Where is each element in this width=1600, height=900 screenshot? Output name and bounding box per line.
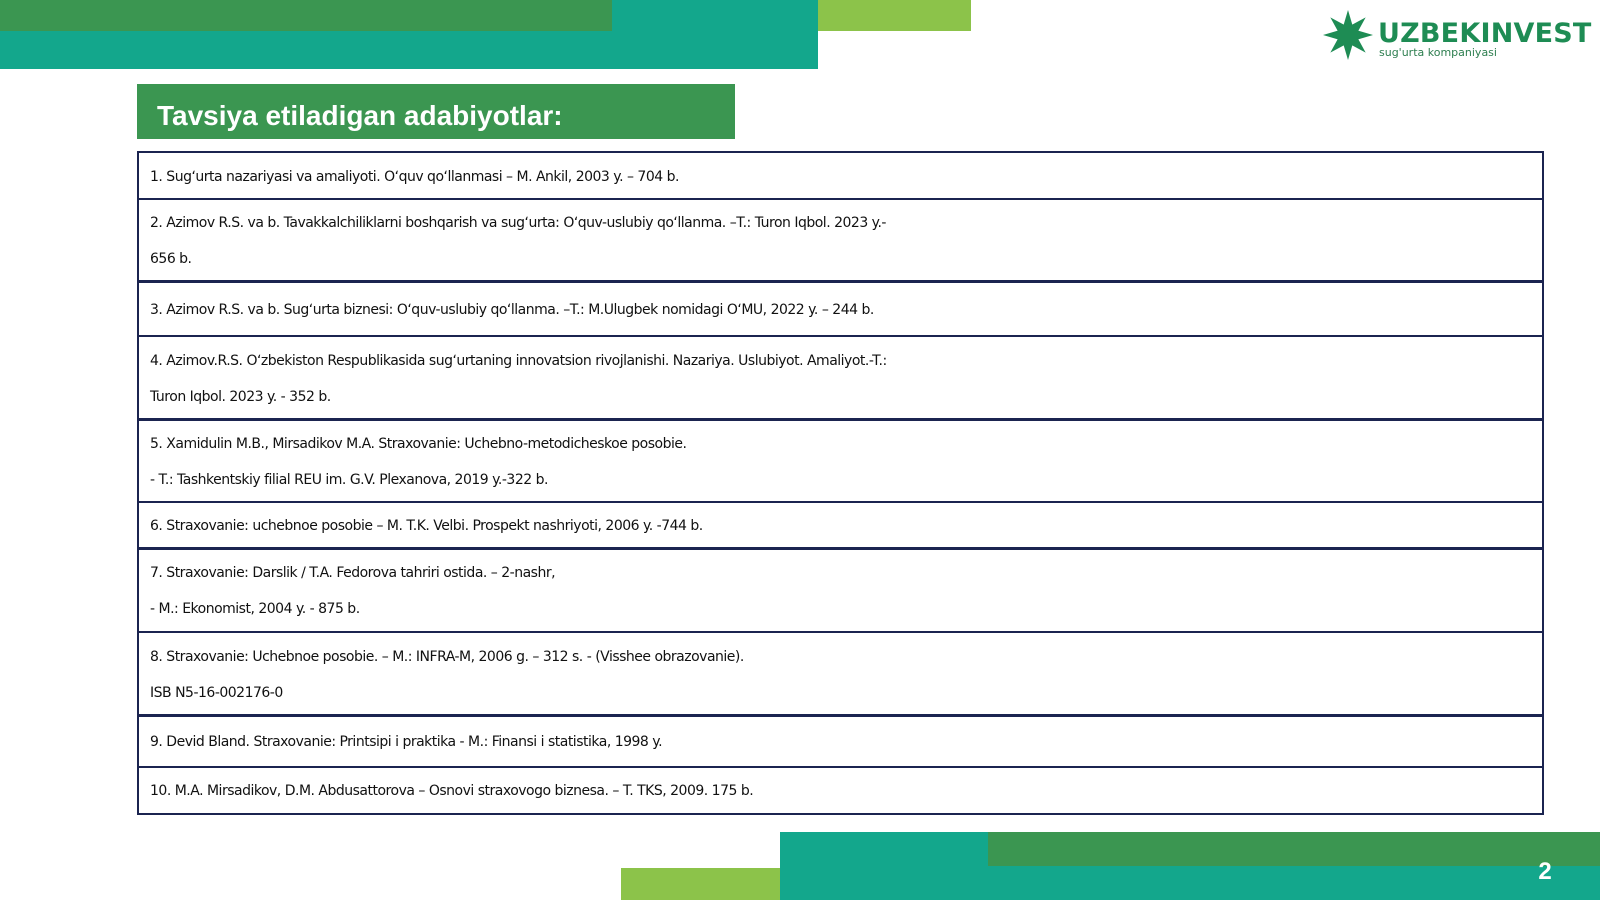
reference-item xyxy=(137,714,1544,768)
bottom-green-bar xyxy=(988,832,1600,866)
reference-line: 8. Straxovanie: Uchebnoe posobie. – M.: INFRA-M, 2006 g. – 312 s. - (Visshee obrazovanie). xyxy=(150,648,744,665)
reference-line: 9. Devid Bland. Straxovanie: Printsipi i praktika - M.: Finansi i statistika, 1998 y. xyxy=(150,734,663,750)
reference-line: 10. M.A. Mirsadikov, D.M. Abdusattorova – Osnovi straxovogo biznesa. – T. TKS, 2009. 175 b. xyxy=(150,783,754,799)
reference-item xyxy=(137,198,1544,283)
top-green-bar xyxy=(0,0,612,31)
reference-list xyxy=(137,151,1544,815)
reference-item xyxy=(137,631,1544,717)
brand-tagline: sug'urta kompaniyasi xyxy=(1379,46,1497,59)
uzbekinvest-logo-icon xyxy=(1322,8,1374,60)
reference-line: Turon Iqbol. 2023 y. - 352 b. xyxy=(150,388,331,405)
top-lightgreen-bar xyxy=(818,0,971,31)
top-teal-bar xyxy=(612,0,818,31)
reference-line: - T.: Tashkentskiy filial REU im. G.V. Plexanova, 2019 y.-322 b. xyxy=(150,471,548,488)
reference-item xyxy=(137,766,1544,815)
reference-item xyxy=(137,335,1544,421)
company-logo xyxy=(1322,8,1592,66)
reference-line: 3. Azimov R.S. va b. Sugʻurta biznesi: Oʻquv-uslubiy qoʻllanma. –T.: M.Ulugbek nomidagi OʻMU, 2022 y. – 244 b. xyxy=(150,301,874,318)
reference-line: 2. Azimov R.S. va b. Tavakkalchiliklarni boshqarish va sugʻurta: Oʻquv-uslubiy qoʻllanma. –T.: Turon Iqbol. 2023 y.- xyxy=(150,215,886,231)
reference-line: 6. Straxovanie: uchebnoe posobie – M. T.K. Velbi. Prospekt nashriyoti, 2006 y. -744 b. xyxy=(150,518,703,534)
reference-line: - M.: Ekonomist, 2004 y. - 875 b. xyxy=(150,601,360,617)
reference-item xyxy=(137,280,1544,337)
slide-title: Tavsiya etiladigan adabiyotlar: xyxy=(137,84,735,139)
reference-item xyxy=(137,151,1544,200)
reference-line: 656 b. xyxy=(150,251,192,267)
page-number: 2 xyxy=(1538,858,1552,885)
reference-line: 5. Xamidulin M.B., Mirsadikov M.A. Straxovanie: Uchebno-metodicheskoe posobie. xyxy=(150,435,687,452)
brand-name: UZBEKINVEST xyxy=(1378,18,1592,49)
bottom-lightgreen-bar xyxy=(621,868,781,900)
reference-line: ISB N5-16-002176-0 xyxy=(150,684,283,701)
reference-line: 4. Azimov.R.S. Oʻzbekiston Respublikasida sugʻurtaning innovatsion rivojlanishi. Nazariya. Uslubiyot. Amaliyot.-T.: xyxy=(150,352,887,369)
reference-item xyxy=(137,501,1544,550)
reference-line: 7. Straxovanie: Darslik / T.A. Fedorova tahriri ostida. – 2-nashr, xyxy=(150,565,556,581)
reference-line: 1. Sugʻurta nazariyasi va amaliyoti. Oʻquv qoʻllanmasi – M. Ankil, 2003 y. – 704 b. xyxy=(150,168,679,185)
top-teal-bar-lower xyxy=(0,31,818,69)
reference-item xyxy=(137,418,1544,503)
reference-item xyxy=(137,547,1544,633)
